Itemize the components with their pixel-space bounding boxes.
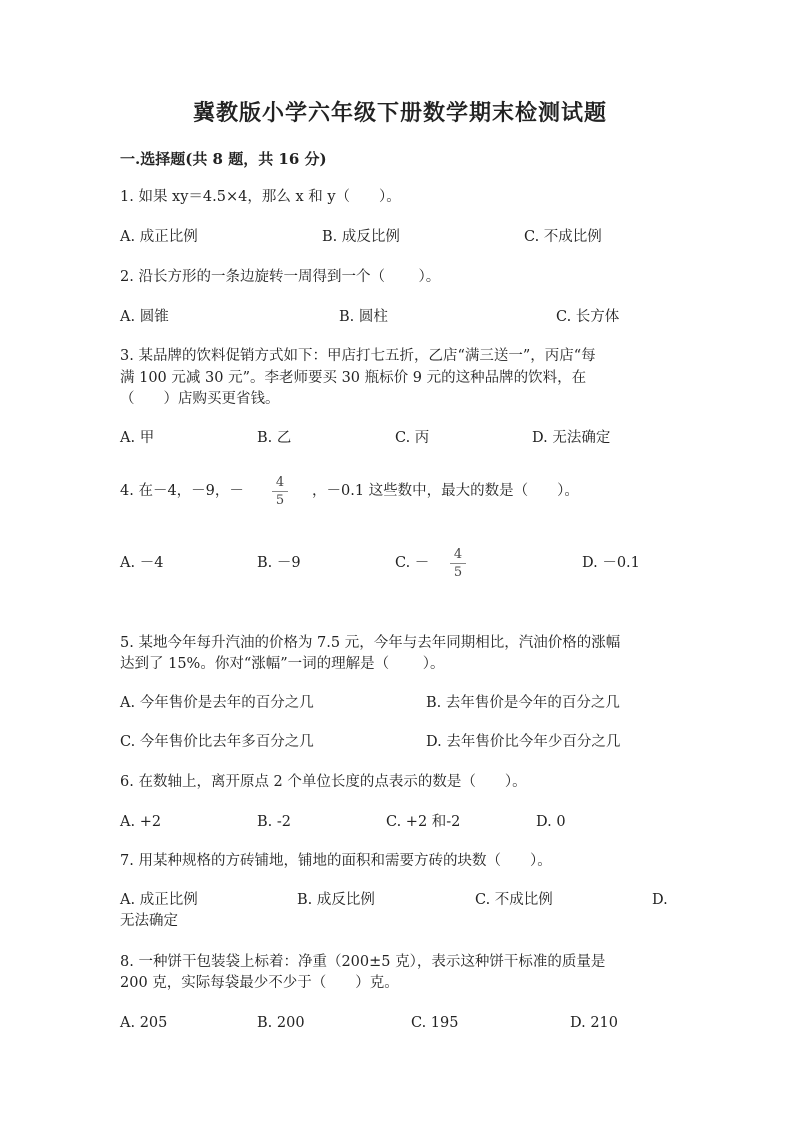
- question-4-option-a: A. －4: [120, 555, 164, 571]
- question-4-stem-start: 4. 在－4，－9，－: [120, 483, 244, 499]
- question-2-stem: 2. 沿长方形的一条边旋转一周得到一个（ ）。: [120, 269, 441, 285]
- question-7-stem: 7. 用某种规格的方砖铺地，铺地的面积和需要方砖的块数（ ）。: [120, 853, 552, 869]
- question-3-line-3: （ ）店购买更省钱。: [120, 391, 280, 407]
- question-1-option-b: B. 成反比例: [322, 229, 400, 245]
- section-heading: 一.选择题(共 8 题，共 16 分): [120, 150, 327, 168]
- question-4-option-c-fraction: [450, 547, 466, 580]
- fraction-bar: [450, 563, 466, 564]
- question-1-option-c: C. 不成比例: [524, 229, 602, 245]
- question-7-option-a: A. 成正比例: [120, 892, 198, 908]
- question-2-option-b: B. 圆柱: [339, 309, 388, 325]
- fraction-denominator: 5: [453, 565, 463, 580]
- question-4-stem-end: ，－0.1 这些数中，最大的数是（ ）。: [312, 483, 579, 499]
- question-3-option-c: C. 丙: [395, 430, 430, 446]
- question-4-option-b: B. －9: [257, 555, 301, 571]
- question-6-option-a: A. +2: [120, 814, 162, 830]
- question-8-option-a: A. 205: [120, 1015, 168, 1031]
- question-5-line-1: 5. 某地今年每升汽油的价格为 7.5 元，今年与去年同期相比，汽油价格的涨幅: [120, 635, 621, 651]
- question-4-option-d: D. －0.1: [582, 555, 640, 571]
- question-8-option-d: D. 210: [570, 1015, 619, 1031]
- question-2-option-a: A. 圆锥: [120, 309, 169, 325]
- question-8-option-b: B. 200: [257, 1015, 305, 1031]
- question-4-fraction: [272, 475, 288, 508]
- question-6-option-d: D. 0: [536, 814, 566, 830]
- fraction-bar: [272, 491, 288, 492]
- question-5-option-a: A. 今年售价是去年的百分之几: [120, 695, 314, 711]
- question-6-option-c: C. +2 和-2: [386, 814, 461, 830]
- fraction-numerator: 4: [275, 475, 285, 490]
- question-4-option-c: C. －: [395, 555, 430, 571]
- question-3-line-1: 3. 某品牌的饮料促销方式如下：甲店打七五折，乙店“满三送一”，丙店“每: [120, 348, 596, 364]
- question-2-option-c: C. 长方体: [556, 309, 620, 325]
- question-3-option-d: D. 无法确定: [532, 430, 611, 446]
- question-8-line-2: 200 克，实际每袋最少不少于（ ）克。: [120, 975, 399, 991]
- question-3-option-a: A. 甲: [120, 430, 155, 446]
- fraction-denominator: 5: [275, 493, 285, 508]
- question-8-option-c: C. 195: [411, 1015, 459, 1031]
- question-8-line-1: 8. 一种饼干包装袋上标着：净重（200±5 克），表示这种饼干标准的质量是: [120, 954, 606, 970]
- question-6-stem: 6. 在数轴上，离开原点 2 个单位长度的点表示的数是（ ）。: [120, 774, 527, 790]
- question-7-option-b: B. 成反比例: [297, 892, 375, 908]
- question-1-option-a: A. 成正比例: [120, 229, 198, 245]
- question-5-option-c: C. 今年售价比去年多百分之几: [120, 734, 314, 750]
- question-5-option-b: B. 去年售价是今年的百分之几: [426, 695, 620, 711]
- page-title: 冀教版小学六年级下册数学期末检测试题: [192, 100, 607, 126]
- question-5-option-d: D. 去年售价比今年少百分之几: [426, 734, 621, 750]
- question-5-line-2: 达到了 15%。你对“涨幅”一词的理解是（ ）。: [120, 656, 445, 672]
- question-6-option-b: B. -2: [257, 814, 291, 830]
- question-3-option-b: B. 乙: [257, 430, 292, 446]
- question-7-option-d-text: 无法确定: [120, 913, 178, 929]
- question-3-line-2: 满 100 元减 30 元”。李老师要买 30 瓶标价 9 元的这种品牌的饮料，在: [120, 370, 587, 386]
- question-1-stem: 1. 如果 xy＝4.5×4，那么 x 和 y（ ）。: [120, 189, 401, 205]
- question-7-option-c: C. 不成比例: [475, 892, 553, 908]
- question-7-option-d: D.: [652, 892, 668, 908]
- fraction-numerator: 4: [453, 547, 463, 562]
